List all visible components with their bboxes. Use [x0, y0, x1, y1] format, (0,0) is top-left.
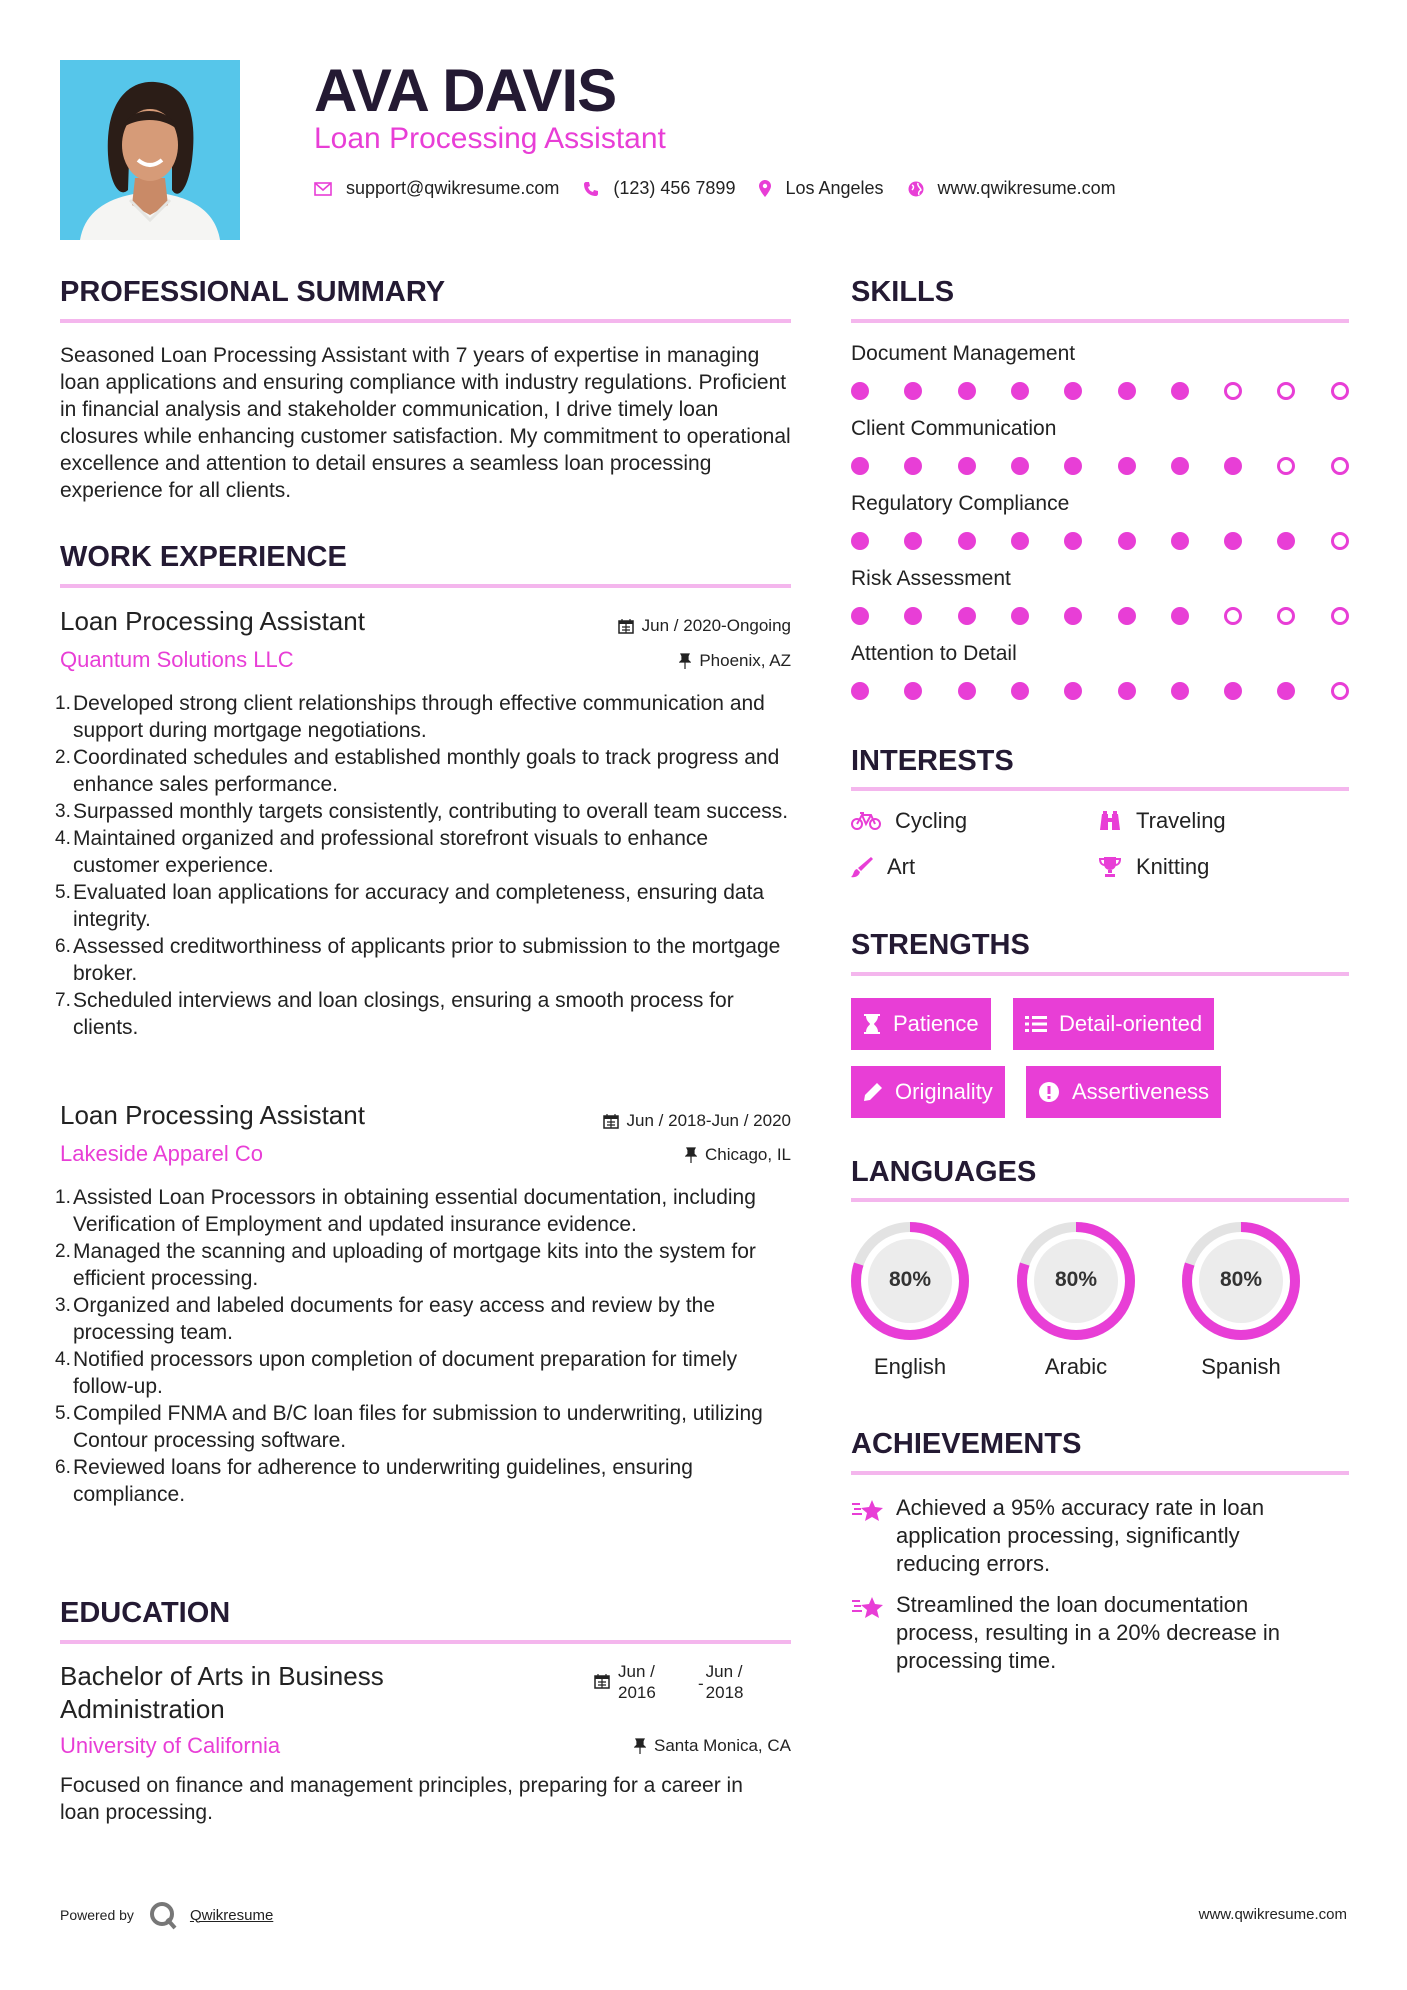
experience-heading: WORK EXPERIENCE	[60, 541, 347, 573]
job-1-bullets	[55, 690, 795, 1041]
footer-website[interactable]: www.qwikresume.com	[1198, 1906, 1347, 1923]
calendar-icon	[618, 618, 634, 634]
contact-website[interactable]: www.qwikresume.com	[937, 178, 1116, 198]
contact-location: Los Angeles	[785, 178, 884, 198]
rating-dot-filled	[1277, 682, 1295, 700]
skill-rating	[851, 457, 1349, 477]
education-start: Jun / 2016	[618, 1662, 656, 1702]
job-2-bullets	[55, 1184, 795, 1508]
shooting-star-icon	[851, 1498, 885, 1524]
footer-brand-link[interactable]: Qwikresume	[189, 1906, 274, 1924]
rating-dot-filled	[1171, 457, 1189, 475]
languages-heading: LANGUAGES	[851, 1156, 1037, 1188]
rating-dot-filled	[904, 457, 922, 475]
skill-name: Client Communication	[851, 417, 1057, 440]
rating-dot-empty	[1277, 457, 1295, 475]
language-name: English	[873, 1354, 947, 1379]
rating-dot-filled	[1064, 457, 1082, 475]
bicycle-icon	[851, 812, 881, 830]
pencil-icon	[863, 1082, 883, 1102]
education-heading: EDUCATION	[60, 1597, 231, 1629]
pushpin-icon	[679, 653, 691, 669]
phone-icon	[583, 181, 599, 197]
rating-dot-filled	[851, 382, 869, 400]
rating-dot-filled	[1064, 382, 1082, 400]
hourglass-icon	[863, 1013, 881, 1035]
rating-dot-filled	[958, 682, 976, 700]
education-school: University of California	[60, 1733, 281, 1758]
trophy-icon	[1098, 856, 1122, 878]
rating-dot-filled	[958, 607, 976, 625]
list-item: 2. Coordinated schedules and established monthly goals to track progress and enhance sales performance.	[55, 746, 780, 796]
interests-rule	[851, 787, 1349, 791]
list-item: 4. Notified processors upon completion of document preparation for timely follow-up.	[55, 1348, 738, 1398]
list-item: 4. Maintained organized and professional storefront visuals to enhance customer experience.	[55, 827, 709, 877]
strengths-rule	[851, 972, 1349, 976]
pushpin-icon	[685, 1147, 697, 1163]
language-percent: 80%	[1054, 1268, 1098, 1291]
summary-rule	[60, 319, 791, 323]
rating-dot-filled	[1011, 532, 1029, 550]
rating-dot-empty	[1277, 607, 1295, 625]
list-item: 1. Developed strong client relationships through effective communication and support during mortgage negotiations.	[55, 692, 765, 742]
profile-photo	[60, 60, 240, 240]
rating-dot-filled	[1011, 682, 1029, 700]
list-item: 6. Assessed creditworthiness of applicants prior to submission to the mortgage broker.	[55, 935, 781, 985]
strength-tag-assertiveness: Assertiveness	[1026, 1066, 1221, 1118]
rating-dot-filled	[1171, 607, 1189, 625]
rating-dot-filled	[1064, 682, 1082, 700]
rating-dot-filled	[1118, 682, 1136, 700]
globe-icon	[908, 181, 924, 197]
skill-rating	[851, 607, 1349, 627]
strength-tag-patience: Patience	[851, 998, 991, 1050]
rating-dot-filled	[1171, 532, 1189, 550]
candidate-role: Loan Processing Assistant	[314, 122, 666, 155]
strengths-heading: STRENGTHS	[851, 929, 1030, 961]
rating-dot-empty	[1224, 382, 1242, 400]
language-name: Spanish	[1201, 1354, 1281, 1379]
date-separator: -	[698, 1674, 704, 1693]
rating-dot-filled	[1224, 532, 1242, 550]
rating-dot-filled	[1118, 382, 1136, 400]
list-item: 5. Compiled FNMA and B/C loan files for submission to underwriting, utilizing Contour processing software.	[55, 1402, 763, 1452]
rating-dot-empty	[1277, 382, 1295, 400]
rating-dot-empty	[1331, 382, 1349, 400]
contact-phone[interactable]: (123) 456 7899	[613, 178, 736, 198]
summary-heading: PROFESSIONAL SUMMARY	[60, 276, 446, 308]
rating-dot-filled	[851, 457, 869, 475]
qwikresume-logo-icon	[148, 1900, 178, 1930]
rating-dot-empty	[1331, 682, 1349, 700]
rating-dot-filled	[904, 607, 922, 625]
rating-dot-filled	[1118, 457, 1136, 475]
list-item: 7. Scheduled interviews and loan closings, ensuring a smooth process for clients.	[55, 989, 734, 1039]
list-item: 1. Assisted Loan Processors in obtaining essential documentation, including Verification of Employment and updated insurance evidence.	[55, 1186, 756, 1236]
education-location: Santa Monica, CA	[500, 1736, 791, 1756]
strength-tag-detail-oriented: Detail-oriented	[1013, 998, 1214, 1050]
rating-dot-filled	[904, 532, 922, 550]
job-2-title: Loan Processing Assistant	[60, 1100, 365, 1130]
rating-dot-empty	[1331, 607, 1349, 625]
contact-email[interactable]: support@qwikresume.com	[346, 178, 560, 198]
rating-dot-filled	[851, 532, 869, 550]
achievement-item: Streamlined the loan documentation process, resulting in a 20% decrease in processing time.	[851, 1591, 1321, 1675]
skill-name: Risk Assessment	[851, 567, 1011, 590]
job-1-location: Phoenix, AZ	[500, 651, 791, 671]
rating-dot-filled	[1118, 607, 1136, 625]
list-item: 6. Reviewed loans for adherence to underwriting guidelines, ensuring compliance.	[55, 1456, 693, 1506]
education-degree: Bachelor of Arts in Business Administration	[60, 1661, 384, 1724]
summary-text: Seasoned Loan Processing Assistant with 7 years of expertise in managing loan applications and ensuring compliance with industry regulations. Proficient in financial analysis and stakeholder communication, I drive timely loan closures while enhancing customer satisfaction. My commitment to operational excellence and attention to detail ensures a seamless loan processing experience for all clients.	[60, 344, 791, 502]
list-item: 3. Organized and labeled documents for easy access and review by the processing team.	[55, 1294, 716, 1344]
list-item: 3. Surpassed monthly targets consistently, contributing to overall team success.	[55, 800, 789, 823]
rating-dot-filled	[958, 382, 976, 400]
interest-traveling: Traveling	[1098, 808, 1226, 834]
skill-rating	[851, 382, 1349, 402]
rating-dot-filled	[1224, 457, 1242, 475]
experience-rule	[60, 584, 791, 588]
rating-dot-filled	[1171, 682, 1189, 700]
rating-dot-empty	[1331, 457, 1349, 475]
education-end: Jun / 2018	[705, 1662, 744, 1702]
pushpin-icon	[634, 1738, 646, 1754]
rating-dot-filled	[1224, 682, 1242, 700]
achievements-rule	[851, 1471, 1349, 1475]
interest-art: Art	[851, 854, 915, 880]
rating-dot-filled	[1064, 532, 1082, 550]
education-rule	[60, 1640, 791, 1644]
rating-dot-filled	[1011, 607, 1029, 625]
skill-rating	[851, 682, 1349, 702]
job-2-location: Chicago, IL	[500, 1145, 791, 1165]
rating-dot-filled	[1064, 607, 1082, 625]
skill-rating	[851, 532, 1349, 552]
job-2-dates: Jun / 2018-Jun / 2020	[500, 1111, 791, 1131]
rating-dot-filled	[1011, 382, 1029, 400]
rating-dot-filled	[851, 682, 869, 700]
shooting-star-icon	[851, 1595, 885, 1621]
language-percent: 80%	[888, 1268, 932, 1291]
rating-dot-filled	[1011, 457, 1029, 475]
skill-name: Regulatory Compliance	[851, 492, 1070, 515]
rating-dot-filled	[904, 682, 922, 700]
job-1-title: Loan Processing Assistant	[60, 606, 365, 636]
skills-rule	[851, 319, 1349, 323]
language-percent: 80%	[1219, 1268, 1263, 1291]
skills-heading: SKILLS	[851, 276, 955, 308]
education-dates	[594, 1661, 766, 1703]
education-text: Focused on finance and management principles, preparing for a career in loan processing.	[60, 1774, 743, 1824]
rating-dot-filled	[851, 607, 869, 625]
list-item: 2. Managed the scanning and uploading of mortgage kits into the system for efficient processing.	[55, 1240, 756, 1290]
rating-dot-empty	[1331, 532, 1349, 550]
footer-powered-by: Powered by Qwikresume	[60, 1900, 273, 1930]
languages-rule	[851, 1198, 1349, 1202]
rating-dot-empty	[1224, 607, 1242, 625]
rating-dot-filled	[958, 457, 976, 475]
rating-dot-filled	[958, 532, 976, 550]
job-1-company: Quantum Solutions LLC	[60, 647, 294, 672]
job-1-dates: Jun / 2020-Ongoing	[500, 616, 791, 636]
interests-heading: INTERESTS	[851, 745, 1014, 777]
binoculars-icon	[1098, 810, 1122, 832]
interest-knitting: Knitting	[1098, 854, 1209, 880]
paintbrush-icon	[851, 856, 873, 878]
calendar-icon	[594, 1673, 610, 1689]
rating-dot-filled	[904, 382, 922, 400]
calendar-icon	[603, 1113, 619, 1129]
list-item: 5. Evaluated loan applications for accuracy and completeness, ensuring data integrity.	[55, 881, 765, 931]
exclamation-circle-icon	[1038, 1081, 1060, 1103]
strength-tag-originality: Originality	[851, 1066, 1005, 1118]
list-icon	[1025, 1015, 1047, 1033]
candidate-name: AVA DAVIS	[314, 57, 617, 124]
interest-cycling: Cycling	[851, 808, 967, 834]
achievements-heading: ACHIEVEMENTS	[851, 1428, 1082, 1460]
skill-name: Attention to Detail	[851, 642, 1017, 665]
map-pin-icon	[759, 180, 771, 197]
achievement-item: Achieved a 95% accuracy rate in loan application processing, significantly reducing errors.	[851, 1494, 1321, 1578]
job-2-company: Lakeside Apparel Co	[60, 1141, 264, 1166]
language-name: Arabic	[1044, 1354, 1108, 1379]
rating-dot-filled	[1118, 532, 1136, 550]
rating-dot-filled	[1277, 532, 1295, 550]
rating-dot-filled	[1171, 382, 1189, 400]
skill-name: Document Management	[851, 342, 1076, 365]
contact-bar	[314, 178, 1140, 199]
envelope-icon	[314, 182, 332, 196]
